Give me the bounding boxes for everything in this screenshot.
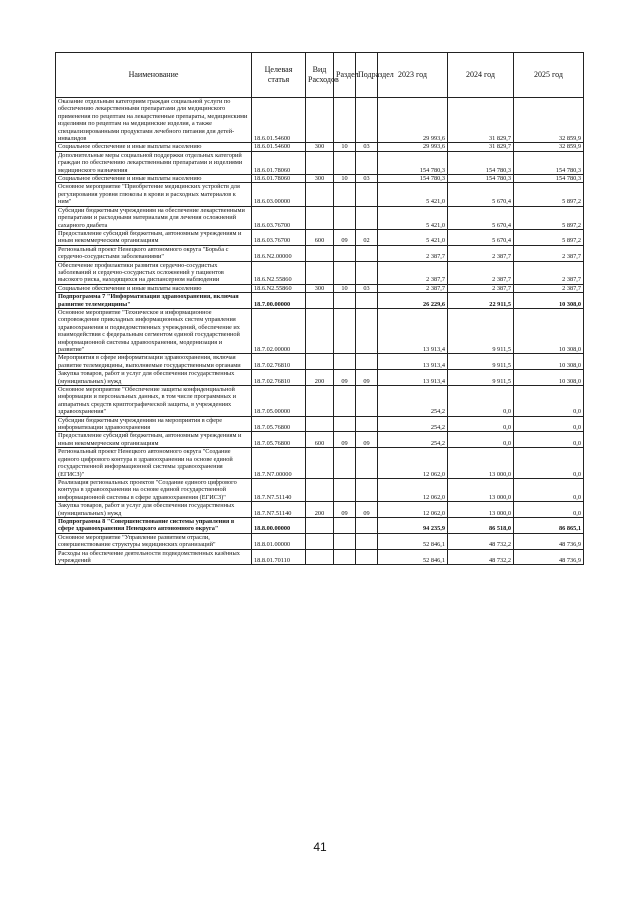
row-2023-cell: 154 780,3 xyxy=(378,175,448,183)
row-exp-type-cell xyxy=(306,151,334,174)
row-target-cell: 18.7.N7.51140 xyxy=(252,478,306,501)
row-target-cell: 18.6.01.54600 xyxy=(252,143,306,151)
row-name-cell: Социальное обеспечение и иные выплаты населению xyxy=(56,284,252,292)
row-subsection-cell: 09 xyxy=(356,432,378,448)
row-exp-type-cell xyxy=(306,533,334,549)
row-subsection-cell xyxy=(356,151,378,174)
row-subsection-cell xyxy=(356,533,378,549)
row-2023-cell: 2 387,7 xyxy=(378,284,448,292)
row-target-cell: 18.7.N7.51140 xyxy=(252,502,306,518)
row-target-cell: 18.7.05.00000 xyxy=(252,386,306,417)
row-subsection-cell xyxy=(356,517,378,533)
row-target-cell: 18.7.02.76810 xyxy=(252,370,306,386)
row-2025-cell: 10 308,0 xyxy=(514,354,584,370)
row-2023-cell: 13 913,4 xyxy=(378,370,448,386)
table-row xyxy=(56,183,584,206)
row-section-cell xyxy=(334,245,356,261)
row-name-cell: Оказание отдельным категориям граждан социальной услуги по обеспечению лекарственными препаратами для медицинского применения по рецептам на лекарственные препараты, медицинскими изделиями по рецептам на медицинские изделия, а также специализированными продуктами лечебного питания для детей-инвалидов xyxy=(56,98,252,143)
row-2024-cell: 9 911,5 xyxy=(448,354,514,370)
row-2025-cell: 2 387,7 xyxy=(514,284,584,292)
row-section-cell xyxy=(334,151,356,174)
row-name-cell: Мероприятия в сфере информатизации здравоохранения, включая развитие телемедицины, выполняемые государственными органами xyxy=(56,354,252,370)
row-2024-cell: 31 829,7 xyxy=(448,143,514,151)
row-2024-cell: 13 000,0 xyxy=(448,448,514,479)
row-2023-cell: 13 913,4 xyxy=(378,308,448,353)
table-row xyxy=(56,206,584,229)
row-subsection-cell xyxy=(356,354,378,370)
row-2023-cell: 2 387,7 xyxy=(378,261,448,284)
row-exp-type-cell: 600 xyxy=(306,432,334,448)
row-section-cell xyxy=(334,293,356,309)
row-target-cell: 18.7.05.76800 xyxy=(252,432,306,448)
row-name-cell: Основное мероприятие "Обеспечение защиты конфиденциальной информации и персональных данных, в том числе программных и аппаратных средств криптографической защиты, в учреждениях здравоохранения" xyxy=(56,386,252,417)
row-section-cell xyxy=(334,416,356,432)
row-section-cell: 09 xyxy=(334,432,356,448)
row-name-cell: Предоставление субсидий бюджетным, автономным учреждениям и иным некоммерческим организациям xyxy=(56,229,252,245)
row-2025-cell: 86 865,1 xyxy=(514,517,584,533)
table-row xyxy=(56,229,584,245)
row-name-cell: Региональный проект Ненецкого автономного округа "Борьба с сердечно-сосудистыми заболеваниями" xyxy=(56,245,252,261)
row-section-cell xyxy=(334,448,356,479)
row-section-cell xyxy=(334,386,356,417)
row-subsection-cell xyxy=(356,183,378,206)
row-2024-cell: 154 780,3 xyxy=(448,151,514,174)
col-header-name: Наименование xyxy=(56,53,252,98)
row-subsection-cell: 09 xyxy=(356,370,378,386)
row-target-cell: 18.6.03.76700 xyxy=(252,206,306,229)
row-section-cell: 09 xyxy=(334,370,356,386)
row-section-cell xyxy=(334,549,356,565)
budget-table xyxy=(55,52,584,565)
row-subsection-cell: 03 xyxy=(356,175,378,183)
row-section-cell xyxy=(334,261,356,284)
row-2024-cell: 22 911,5 xyxy=(448,293,514,309)
row-exp-type-cell: 200 xyxy=(306,502,334,518)
row-exp-type-cell: 300 xyxy=(306,143,334,151)
row-2025-cell: 2 387,7 xyxy=(514,245,584,261)
row-target-cell: 18.6.N2.55860 xyxy=(252,261,306,284)
row-section-cell xyxy=(334,478,356,501)
row-2024-cell: 2 387,7 xyxy=(448,261,514,284)
row-section-cell: 09 xyxy=(334,502,356,518)
row-2024-cell: 13 000,0 xyxy=(448,478,514,501)
table-row xyxy=(56,143,584,151)
row-subsection-cell xyxy=(356,416,378,432)
table-row xyxy=(56,245,584,261)
row-2024-cell: 48 732,2 xyxy=(448,533,514,549)
row-2023-cell: 254,2 xyxy=(378,432,448,448)
row-subsection-cell: 02 xyxy=(356,229,378,245)
row-target-cell: 18.7.05.76800 xyxy=(252,416,306,432)
row-subsection-cell xyxy=(356,549,378,565)
row-2024-cell: 154 780,3 xyxy=(448,175,514,183)
table-header-row xyxy=(56,53,584,98)
table-row xyxy=(56,284,584,292)
row-subsection-cell xyxy=(356,206,378,229)
row-2023-cell: 254,2 xyxy=(378,416,448,432)
row-name-cell: Субсидии бюджетным учреждениям на обеспечение лекарственными препаратами и расходными материалами для лечения осложнений сахарного диабета xyxy=(56,206,252,229)
row-2024-cell: 0,0 xyxy=(448,386,514,417)
row-2024-cell: 5 670,4 xyxy=(448,229,514,245)
row-2024-cell: 5 670,4 xyxy=(448,183,514,206)
row-2025-cell: 2 387,7 xyxy=(514,261,584,284)
row-exp-type-cell xyxy=(306,448,334,479)
row-target-cell: 18.7.00.00000 xyxy=(252,293,306,309)
row-exp-type-cell xyxy=(306,517,334,533)
row-2023-cell: 26 229,6 xyxy=(378,293,448,309)
row-2023-cell: 254,2 xyxy=(378,386,448,417)
row-name-cell: Социальное обеспечение и иные выплаты населению xyxy=(56,143,252,151)
row-name-cell: Подпрограмма 8 "Совершенствование системы управления в сфере здравоохранения Ненецкого автономного округа" xyxy=(56,517,252,533)
row-2023-cell: 29 993,6 xyxy=(378,143,448,151)
row-target-cell: 18.6.01.54600 xyxy=(252,98,306,143)
row-subsection-cell: 03 xyxy=(356,143,378,151)
row-2023-cell: 29 993,6 xyxy=(378,98,448,143)
row-exp-type-cell xyxy=(306,293,334,309)
row-name-cell: Закупка товаров, работ и услуг для обеспечения государственных (муниципальных) нужд xyxy=(56,370,252,386)
row-2023-cell: 2 387,7 xyxy=(378,245,448,261)
row-2023-cell: 12 062,0 xyxy=(378,478,448,501)
row-2023-cell: 5 421,0 xyxy=(378,183,448,206)
row-target-cell: 18.8.01.00000 xyxy=(252,533,306,549)
row-subsection-cell xyxy=(356,448,378,479)
row-name-cell: Основное мероприятие "Техническое и информационное сопровождение прикладных информационных систем управления здравоохранения и подведомственных учреждений, обеспечение их взаимодействия с федеральным сегментом единой государственной информационной системы здравоохранения, модернизация и развитие" xyxy=(56,308,252,353)
row-subsection-cell xyxy=(356,261,378,284)
row-name-cell: Закупка товаров, работ и услуг для обеспечения государственных (муниципальных) нужд xyxy=(56,502,252,518)
row-subsection-cell: 09 xyxy=(356,502,378,518)
table-row xyxy=(56,517,584,533)
row-target-cell: 18.7.N7.00000 xyxy=(252,448,306,479)
col-header-exp-type: Вид Расходов xyxy=(306,53,334,98)
row-target-cell: 18.6.01.78060 xyxy=(252,151,306,174)
row-name-cell: Предоставление субсидий бюджетным, автономным учреждениям и иным некоммерческим организациям xyxy=(56,432,252,448)
col-header-2024: 2024 год xyxy=(448,53,514,98)
row-2024-cell: 9 911,5 xyxy=(448,308,514,353)
row-name-cell: Расходы на обеспечение деятельности подведомственных казённых учреждений xyxy=(56,549,252,565)
col-header-target: Целевая статья xyxy=(252,53,306,98)
row-target-cell: 18.6.01.78060 xyxy=(252,175,306,183)
row-2024-cell: 0,0 xyxy=(448,416,514,432)
row-target-cell: 18.8.00.00000 xyxy=(252,517,306,533)
row-2025-cell: 0,0 xyxy=(514,502,584,518)
row-2025-cell: 48 736,9 xyxy=(514,533,584,549)
row-subsection-cell xyxy=(356,98,378,143)
row-2024-cell: 48 732,2 xyxy=(448,549,514,565)
row-2025-cell: 5 897,2 xyxy=(514,206,584,229)
row-target-cell: 18.6.03.76700 xyxy=(252,229,306,245)
row-section-cell xyxy=(334,183,356,206)
row-name-cell: Основное мероприятие "Приобретение медицинских устройств для регулирования уровня глюкозы в крови и расходных материалов к ним" xyxy=(56,183,252,206)
row-subsection-cell xyxy=(356,386,378,417)
row-2025-cell: 0,0 xyxy=(514,416,584,432)
table-row xyxy=(56,448,584,479)
row-name-cell: Дополнительные меры социальной поддержки отдельных категорий граждан по обеспечению лекарственными препаратами и изделиями медицинского назначения xyxy=(56,151,252,174)
row-section-cell xyxy=(334,517,356,533)
row-target-cell: 18.6.N2.00000 xyxy=(252,245,306,261)
row-target-cell: 18.6.03.00000 xyxy=(252,183,306,206)
row-2025-cell: 154 780,3 xyxy=(514,151,584,174)
row-2024-cell: 2 387,7 xyxy=(448,245,514,261)
row-2025-cell: 0,0 xyxy=(514,386,584,417)
row-section-cell xyxy=(334,98,356,143)
table-row xyxy=(56,293,584,309)
row-2025-cell: 154 780,3 xyxy=(514,175,584,183)
table-row xyxy=(56,478,584,501)
row-exp-type-cell xyxy=(306,478,334,501)
row-2025-cell: 48 736,9 xyxy=(514,549,584,565)
table-row xyxy=(56,533,584,549)
table-row xyxy=(56,308,584,353)
row-target-cell: 18.6.N2.55860 xyxy=(252,284,306,292)
row-exp-type-cell xyxy=(306,261,334,284)
table-row xyxy=(56,432,584,448)
col-header-subsection: Подраздел xyxy=(356,53,378,98)
row-2023-cell: 5 421,0 xyxy=(378,229,448,245)
row-section-cell: 10 xyxy=(334,175,356,183)
row-section-cell xyxy=(334,354,356,370)
row-2023-cell: 5 421,0 xyxy=(378,206,448,229)
row-name-cell: Субсидии бюджетным учреждениям на мероприятия в сфере информатизации здравоохранения xyxy=(56,416,252,432)
row-section-cell xyxy=(334,533,356,549)
row-2023-cell: 52 846,1 xyxy=(378,549,448,565)
table-row xyxy=(56,502,584,518)
row-2024-cell: 86 518,0 xyxy=(448,517,514,533)
row-section-cell xyxy=(334,206,356,229)
row-2025-cell: 10 308,0 xyxy=(514,370,584,386)
row-exp-type-cell xyxy=(306,206,334,229)
row-2023-cell: 52 846,1 xyxy=(378,533,448,549)
row-2025-cell: 10 308,0 xyxy=(514,293,584,309)
row-target-cell: 18.8.01.70110 xyxy=(252,549,306,565)
row-2025-cell: 0,0 xyxy=(514,478,584,501)
row-exp-type-cell xyxy=(306,98,334,143)
table-row xyxy=(56,386,584,417)
table-row xyxy=(56,261,584,284)
row-name-cell: Обеспечение профилактики развития сердечно-сосудистых заболеваний и сердечно-сосудистых осложнений у пациентов высокого риска, находящихся на диспансерном наблюдении xyxy=(56,261,252,284)
col-header-section: Раздел xyxy=(334,53,356,98)
row-section-cell: 09 xyxy=(334,229,356,245)
row-2024-cell: 13 000,0 xyxy=(448,502,514,518)
table-row xyxy=(56,354,584,370)
row-section-cell: 10 xyxy=(334,284,356,292)
row-name-cell: Реализация региональных проектов "Создание единого цифрового контура в здравоохранении на основе единой государственной информационной системы в сфере здравоохранения (ЕГИСЗ)" xyxy=(56,478,252,501)
row-subsection-cell xyxy=(356,478,378,501)
row-exp-type-cell: 300 xyxy=(306,284,334,292)
table-row xyxy=(56,151,584,174)
row-name-cell: Основное мероприятие "Управление развитием отрасли, совершенствование структуры медицинских организаций" xyxy=(56,533,252,549)
row-2024-cell: 31 829,7 xyxy=(448,98,514,143)
row-section-cell: 10 xyxy=(334,143,356,151)
row-exp-type-cell xyxy=(306,416,334,432)
row-subsection-cell xyxy=(356,308,378,353)
row-2023-cell: 154 780,3 xyxy=(378,151,448,174)
row-target-cell: 18.7.02.76810 xyxy=(252,354,306,370)
row-2025-cell: 5 897,2 xyxy=(514,229,584,245)
table-row xyxy=(56,175,584,183)
row-2025-cell: 0,0 xyxy=(514,432,584,448)
row-2024-cell: 9 911,5 xyxy=(448,370,514,386)
page-number: 41 xyxy=(313,840,327,854)
row-exp-type-cell: 300 xyxy=(306,175,334,183)
row-subsection-cell: 03 xyxy=(356,284,378,292)
row-2023-cell: 94 235,9 xyxy=(378,517,448,533)
row-name-cell: Социальное обеспечение и иные выплаты населению xyxy=(56,175,252,183)
row-exp-type-cell xyxy=(306,308,334,353)
col-header-2023: 2023 год xyxy=(378,53,448,98)
row-2025-cell: 32 859,9 xyxy=(514,143,584,151)
table-row xyxy=(56,370,584,386)
row-subsection-cell xyxy=(356,245,378,261)
row-2025-cell: 32 859,9 xyxy=(514,98,584,143)
table-row xyxy=(56,98,584,143)
col-header-2025: 2025 год xyxy=(514,53,584,98)
row-2023-cell: 13 913,4 xyxy=(378,354,448,370)
row-2025-cell: 10 308,0 xyxy=(514,308,584,353)
row-exp-type-cell: 200 xyxy=(306,370,334,386)
row-subsection-cell xyxy=(356,293,378,309)
table-row xyxy=(56,549,584,565)
row-exp-type-cell xyxy=(306,183,334,206)
row-2024-cell: 5 670,4 xyxy=(448,206,514,229)
row-2023-cell: 12 062,0 xyxy=(378,448,448,479)
row-2024-cell: 0,0 xyxy=(448,432,514,448)
row-2024-cell: 2 387,7 xyxy=(448,284,514,292)
row-name-cell: Подпрограмма 7 "Информатизация здравоохранения, включая развитие телемедицины" xyxy=(56,293,252,309)
row-target-cell: 18.7.02.00000 xyxy=(252,308,306,353)
row-2023-cell: 12 062,0 xyxy=(378,502,448,518)
row-2025-cell: 0,0 xyxy=(514,448,584,479)
row-name-cell: Региональный проект Ненецкого автономного округа "Создание единого цифрового контура в здравоохранении на основе единой государственной информационной системы здравоохранения (ЕГИСЗ)" xyxy=(56,448,252,479)
row-section-cell xyxy=(334,308,356,353)
row-exp-type-cell xyxy=(306,549,334,565)
row-2025-cell: 5 897,2 xyxy=(514,183,584,206)
row-exp-type-cell xyxy=(306,354,334,370)
row-exp-type-cell: 600 xyxy=(306,229,334,245)
row-exp-type-cell xyxy=(306,245,334,261)
table-row xyxy=(56,416,584,432)
row-exp-type-cell xyxy=(306,386,334,417)
